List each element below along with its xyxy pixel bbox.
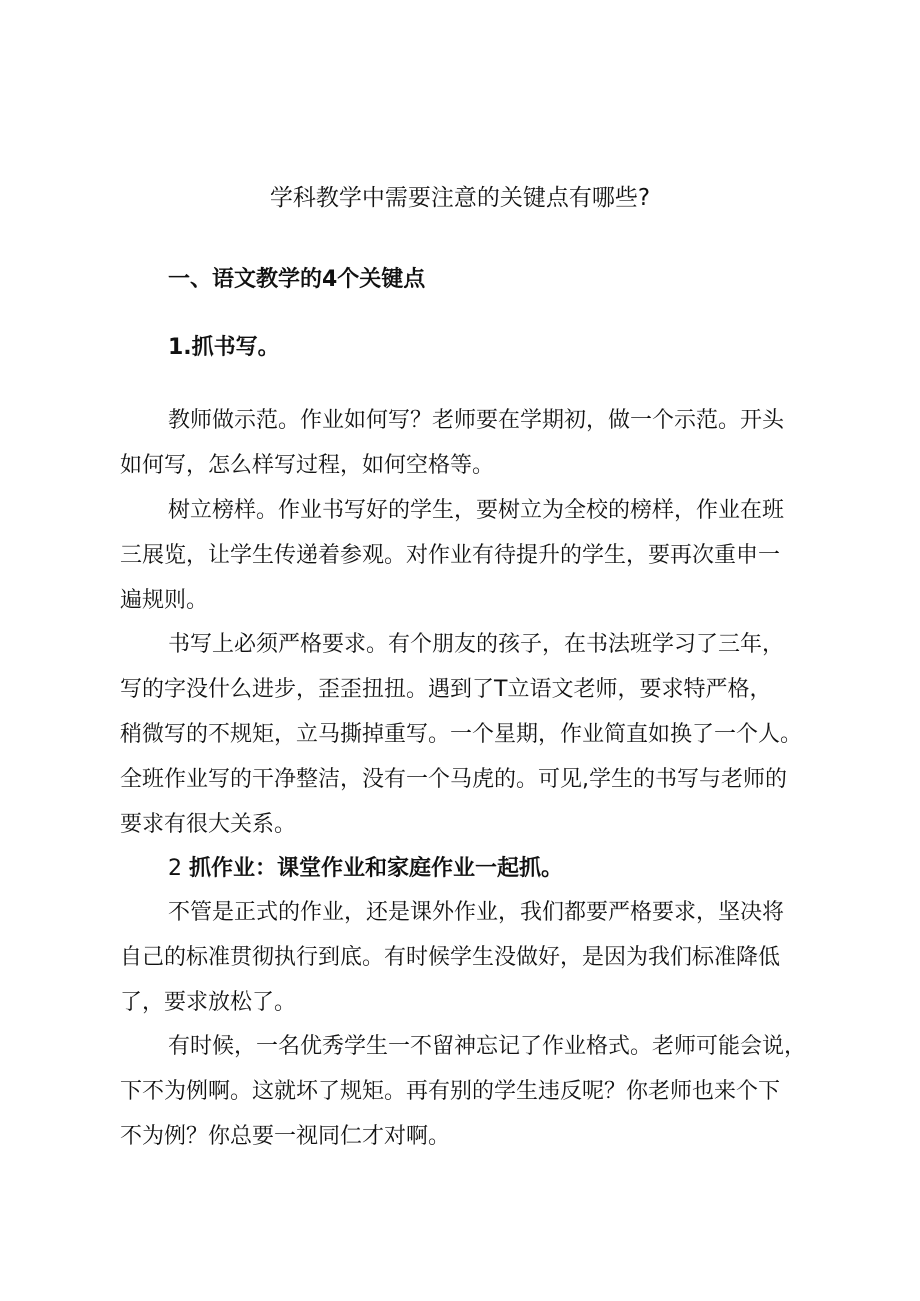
text-line: 了，要求放松了。 [120,990,297,1015]
paragraph-role-model [120,488,820,623]
text-line: 书写上必须严格要求。有个朋友的孩子，在书法班学习了三年， [168,632,785,657]
text-line: 下不为例啊。这就坏了规矩。再有别的学生违反呢？你老师也来个下 [120,1079,781,1104]
item-heading-homework-line [120,846,820,891]
item-heading-text: 抓作业：课堂作业和家庭作业一起抓。 [189,856,564,881]
document-title: 学科教学中需要注意的关键点有哪些? [269,185,651,211]
paragraph-strict-requirements [120,622,820,847]
text-line: 有时候，一名优秀学生一不留神忘记了作业格式。老师可能会说， [168,1034,807,1059]
section-heading-chinese-teaching: 一、语文教学的4个关键点 [168,267,426,292]
text-line: 全班作业写的干净整洁，没有一个马虎的。可见,学生的书写与老师的 [120,767,787,792]
text-line: 如何写，怎么样写过程，如何空格等。 [120,453,495,478]
text-line: 稍微写的不规矩，立马撕掉重写。一个星期，作业简直如换了一个人。 [120,722,803,747]
paragraph-teacher-demonstration [120,398,820,488]
text-line: 不管是正式的作业，还是课外作业，我们都要严格要求，坚决将 [168,900,785,925]
text-line: 教师做示范。作业如何写？老师要在学期初，做一个示范。开头 [168,408,785,433]
text-line: 要求有很大关系。 [120,812,297,837]
text-line: 三展览，让学生传递着参观。对作业有待提升的学生，要再次重申一 [120,543,781,568]
text-line: 树立榜样。作业书写好的学生，要树立为全校的榜样，作业在班 [168,498,785,523]
text-line: 遍规则。 [120,588,209,613]
paragraph-equal-treatment [120,1024,820,1159]
text-line: 自己的标准贯彻执行到底。有时候学生没做好，是因为我们标准降低 [120,945,781,970]
item-number: 2 [168,856,182,881]
item-heading-homework [120,846,820,891]
paragraph-consistent-standards [120,890,820,1025]
text-line: 不为例？你总要一视同仁才对啊。 [120,1124,451,1149]
text-line: 写的字没什么进步，歪歪扭扭。遇到了T立语文老师，要求特严格， [120,677,772,702]
item-heading-handwriting: 1.抓书写。 [168,335,280,360]
